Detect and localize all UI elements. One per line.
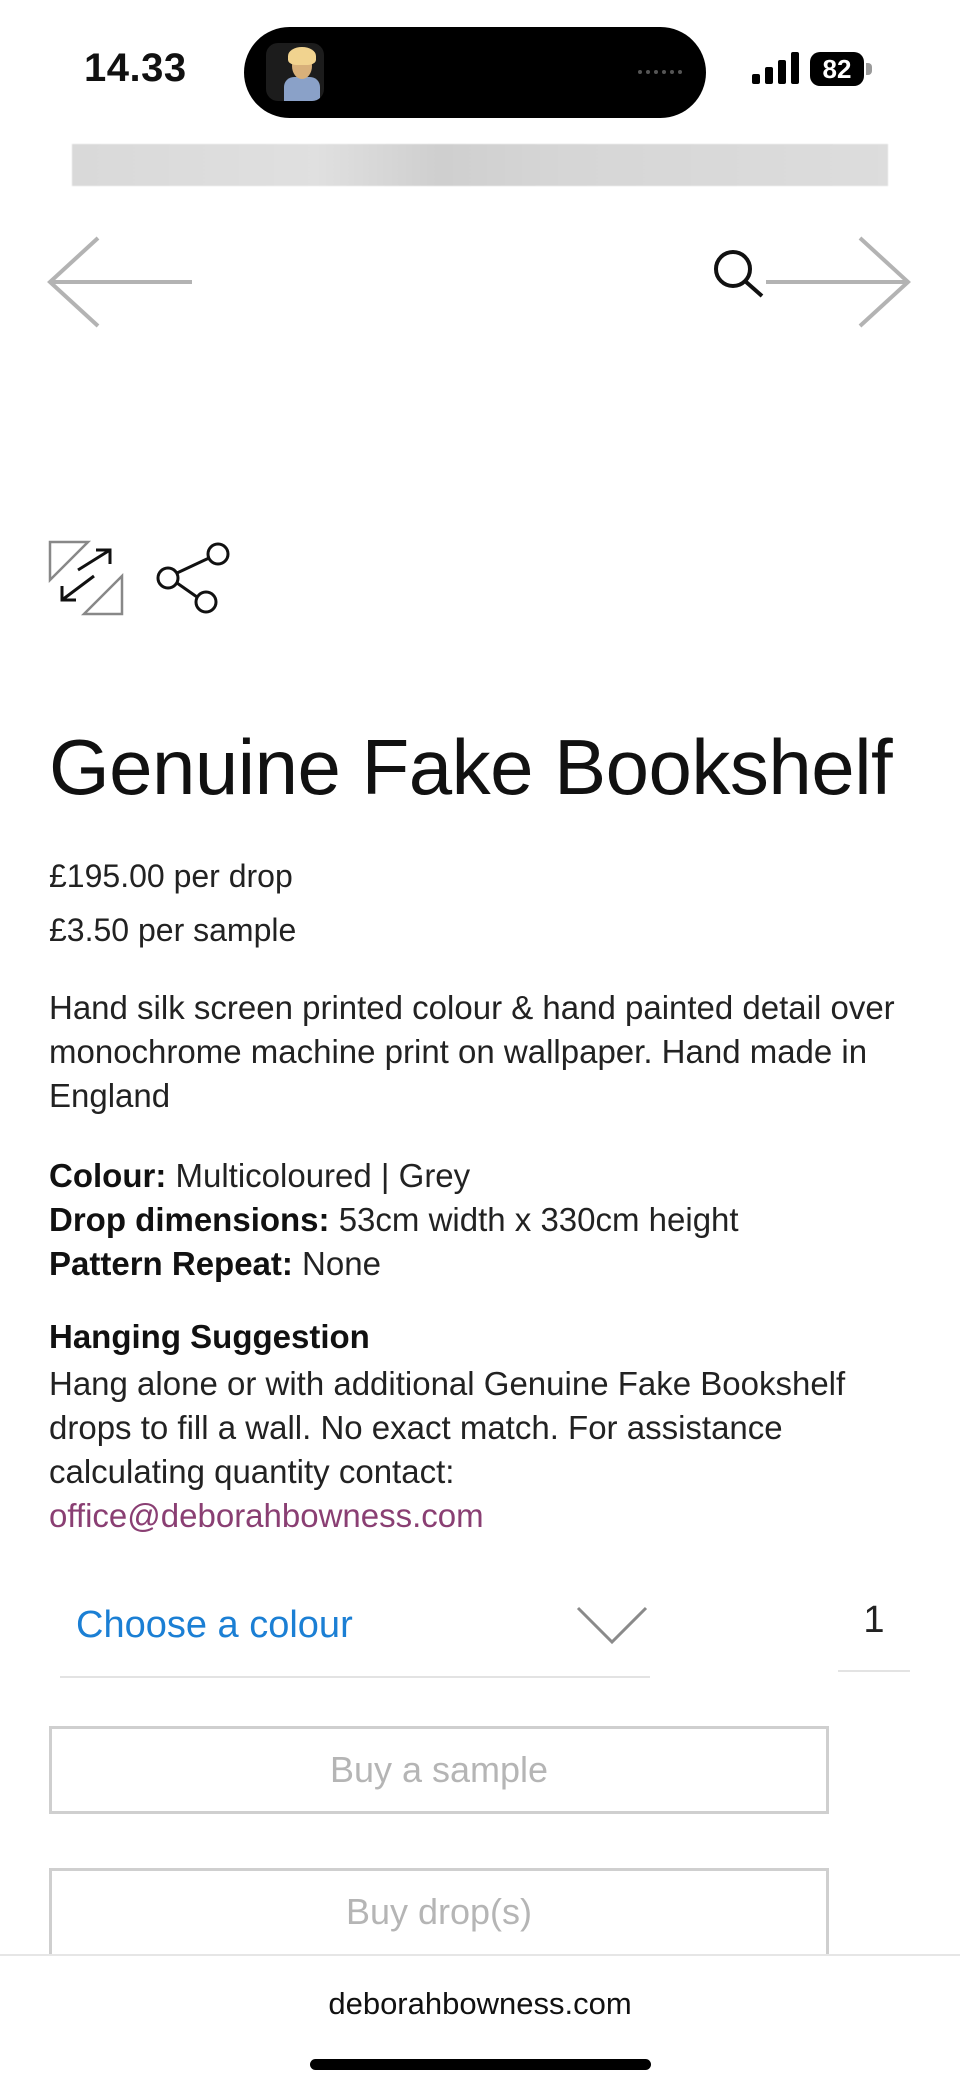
hanging-suggestion-body: Hang alone or with additional Genuine Fake Bookshelf drops to fill a wall. No exact match. For assistance calculating quantity contact: bbox=[49, 1365, 846, 1490]
price-per-sample: £3.50 per sample bbox=[49, 912, 297, 948]
share-icon[interactable] bbox=[154, 540, 232, 616]
price-per-drop: £195.00 per drop bbox=[49, 858, 293, 894]
home-indicator[interactable] bbox=[310, 2059, 651, 2070]
audio-waveform-icon bbox=[636, 66, 684, 78]
spec-value: None bbox=[292, 1245, 381, 1282]
battery-icon bbox=[810, 52, 872, 88]
browser-bottom-bar bbox=[0, 1954, 960, 2083]
contact-email-link[interactable]: office@deborahbowness.com bbox=[49, 1497, 484, 1534]
hanging-suggestion-title: Hanging Suggestion bbox=[49, 1318, 370, 1355]
address-domain[interactable]: deborahbowness.com bbox=[328, 1986, 632, 2021]
colour-select[interactable] bbox=[60, 1590, 650, 1678]
quantity-field[interactable]: 1 bbox=[838, 1590, 910, 1672]
buy-sample-button[interactable]: Buy a sample bbox=[49, 1726, 829, 1814]
product-description: Hand silk screen printed colour & hand painted detail over monochrome machine print on wallpaper. Hand made in England bbox=[49, 989, 895, 1114]
spec-value: 53cm width x 330cm height bbox=[329, 1201, 739, 1238]
forward-arrow-icon[interactable] bbox=[766, 234, 912, 330]
search-icon[interactable] bbox=[710, 246, 766, 302]
spec-colour bbox=[49, 1154, 470, 1198]
now-playing-artwork[interactable] bbox=[266, 43, 324, 101]
spec-label: Colour: bbox=[49, 1157, 167, 1194]
expand-icon[interactable] bbox=[48, 540, 124, 616]
buy-drops-button[interactable]: Buy drop(s) bbox=[49, 1868, 829, 1954]
spec-pattern-repeat bbox=[49, 1242, 381, 1286]
blurred-banner bbox=[72, 144, 888, 186]
spec-value: Multicoloured | Grey bbox=[166, 1157, 471, 1194]
status-time: 14.33 bbox=[84, 46, 187, 90]
spec-drop-dimensions bbox=[49, 1198, 739, 1242]
product-title: Genuine Fake Bookshelf bbox=[49, 723, 893, 811]
signal-icon bbox=[752, 52, 802, 84]
colour-select-label: Choose a colour bbox=[76, 1604, 353, 1646]
back-arrow-icon[interactable] bbox=[46, 234, 196, 330]
chevron-down-icon bbox=[576, 1606, 648, 1646]
dynamic-island[interactable] bbox=[244, 27, 706, 118]
spec-label: Drop dimensions: bbox=[49, 1201, 330, 1238]
spec-label: Pattern Repeat: bbox=[49, 1245, 293, 1282]
hanging-suggestion-text bbox=[49, 1362, 929, 1538]
battery-level: 82 bbox=[810, 52, 864, 86]
